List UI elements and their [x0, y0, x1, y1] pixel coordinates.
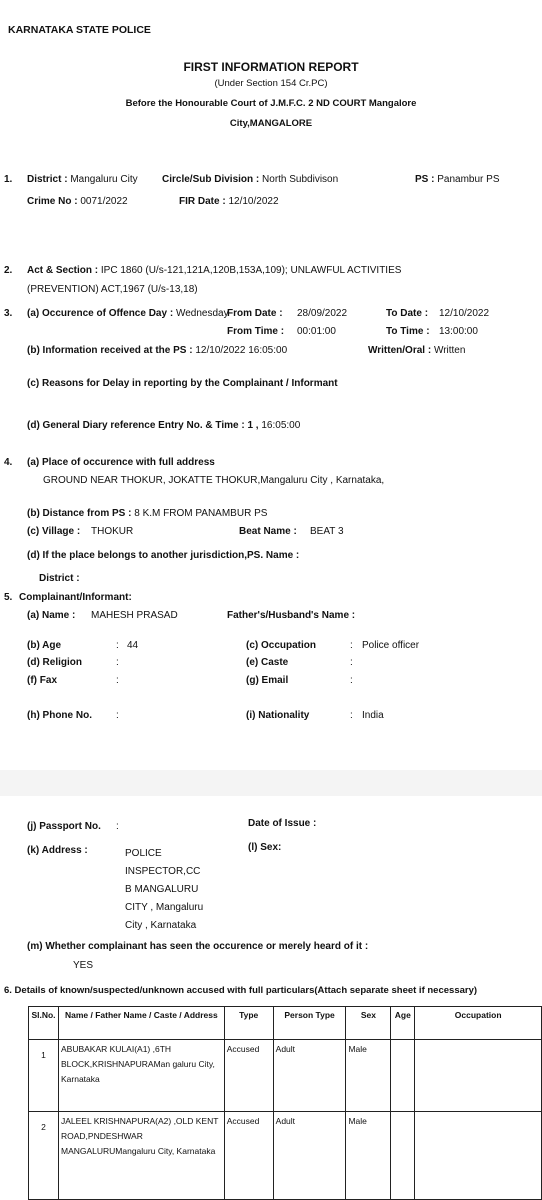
from-date-label: From Date : — [227, 308, 283, 319]
act-label: Act & Section : — [27, 265, 99, 276]
name-label: (a) Name : — [27, 610, 76, 621]
cell-sl: 2 — [29, 1112, 59, 1200]
diary-entry: 1 , — [247, 420, 259, 431]
cell-sex: Male — [346, 1112, 391, 1200]
age-label: (b) Age — [27, 640, 62, 651]
written-oral-row — [368, 345, 465, 356]
occupation-colon: : — [350, 640, 353, 651]
diary-row — [27, 420, 300, 431]
circle-row — [162, 174, 338, 185]
written-oral-label: Written/Oral : — [368, 345, 432, 356]
occurrence-row — [27, 308, 229, 319]
act-line-1: IPC 1860 (U/s-121,121A,120B,153A,109); UNLAWFUL ACTIVITIES — [100, 265, 402, 276]
cell-occupation — [415, 1040, 542, 1112]
occurrence-day: Wednesday — [175, 308, 229, 319]
cell-sl: 1 — [29, 1040, 59, 1112]
crime-row — [27, 196, 128, 207]
circle-value: North Subdivison — [262, 174, 339, 185]
cell-name: JALEEL KRISHNAPURA(A2) ,OLD KENT ROAD,PNDESHWAR MANGALURUMangaluru City, Karnataka — [58, 1112, 224, 1200]
crime-value: 0071/2022 — [80, 196, 128, 207]
col-header: Name / Father Name / Caste / Address — [58, 1007, 224, 1040]
to-date-label: To Date : — [386, 308, 429, 319]
address-line: B MANGALURU — [125, 884, 199, 895]
occupation-label: (c) Occupation — [246, 640, 317, 651]
ps-row — [415, 174, 500, 185]
diary-label: (d) General Diary reference Entry No. & Time : — [27, 420, 245, 431]
witness-label: (m) Whether complainant has seen the occurence or merely heard of it : — [27, 941, 369, 952]
circle-label: Circle/Sub Division : — [162, 174, 260, 185]
beat-value: BEAT 3 — [310, 526, 344, 537]
district-label: District : — [27, 174, 68, 185]
passport-colon: : — [116, 821, 119, 832]
phone-label: (h) Phone No. — [27, 710, 92, 721]
place-address: GROUND NEAR THOKUR, JOKATTE THOKUR,Mangaluru City , Karnataka, — [43, 475, 385, 486]
occurrence-label: (a) Occurence of Offence Day : — [27, 308, 174, 319]
table-header-row — [29, 1007, 542, 1040]
age-colon: : — [116, 640, 119, 651]
col-header: Sl.No. — [29, 1007, 59, 1040]
cell-name: ABUBAKAR KULAI(A1) ,6TH BLOCK,KRISHNAPURAMan galuru City, Karnataka — [58, 1040, 224, 1112]
report-title: FIRST INFORMATION REPORT — [183, 60, 359, 74]
col-header: Type — [224, 1007, 273, 1040]
info-received-row — [27, 345, 287, 356]
witness-value: YES — [73, 960, 94, 971]
occupation-value: Police officer — [362, 640, 420, 651]
delay-reason-label: (c) Reasons for Delay in reporting by the Complainant / Informant — [27, 378, 338, 389]
email-colon: : — [350, 675, 353, 686]
fax-colon: : — [116, 675, 119, 686]
section-3-number: 3. — [4, 308, 13, 319]
ps-value: Panambur PS — [437, 174, 500, 185]
district-jurisdiction-label: District : — [39, 573, 80, 584]
religion-colon: : — [116, 657, 119, 668]
place-label: (a) Place of occurence with full address — [27, 457, 215, 468]
district-row — [27, 174, 138, 185]
beat-label: Beat Name : — [239, 526, 297, 537]
jurisdiction-label: (d) If the place belongs to another jurisdiction,PS. Name : — [27, 550, 300, 561]
nationality-label: (i) Nationality — [246, 710, 310, 721]
fax-label: (f) Fax — [27, 675, 57, 686]
fir-label: FIR Date : — [179, 196, 226, 207]
col-header: Person Type — [273, 1007, 346, 1040]
name-value: MAHESH PRASAD — [91, 610, 178, 621]
cell-age — [391, 1040, 415, 1112]
to-date-value: 12/10/2022 — [439, 308, 490, 319]
written-oral-value: Written — [433, 345, 466, 356]
fir-row — [179, 196, 279, 207]
district-value: Mangaluru City — [70, 174, 138, 185]
col-header: Age — [391, 1007, 415, 1040]
email-label: (g) Email — [246, 675, 289, 686]
caste-colon: : — [350, 657, 353, 668]
age-value: 44 — [127, 640, 139, 651]
col-header: Sex — [346, 1007, 391, 1040]
from-date-value: 28/09/2022 — [297, 308, 348, 319]
village-value: THOKUR — [91, 526, 134, 537]
col-header: Occupation — [415, 1007, 542, 1040]
accused-table — [28, 1006, 542, 1200]
father-name-label: Father's/Husband's Name : — [227, 610, 356, 621]
section-4-number: 4. — [4, 457, 13, 468]
sex-label: (l) Sex: — [248, 842, 282, 853]
address-line: CITY , Mangaluru — [125, 902, 204, 913]
info-received-value: 12/10/2022 16:05:00 — [195, 345, 288, 356]
org-name: KARNATAKA STATE POLICE — [8, 24, 151, 36]
act-line-2: (PREVENTION) ACT,1967 (U/s-13,18) — [27, 284, 198, 295]
religion-label: (d) Religion — [27, 657, 82, 668]
to-time-label: To Time : — [386, 326, 430, 337]
diary-time: 16:05:00 — [261, 420, 301, 431]
date-of-issue-label: Date of Issue : — [248, 818, 317, 829]
complainant-address — [125, 845, 203, 935]
crime-label: Crime No : — [27, 196, 78, 207]
cell-occupation — [415, 1112, 542, 1200]
report-subtitle: (Under Section 154 Cr.PC) — [214, 78, 328, 89]
cell-sex: Male — [346, 1040, 391, 1112]
address-line: POLICE — [125, 848, 162, 859]
cell-type: Accused — [224, 1112, 273, 1200]
cell-person-type: Adult — [273, 1040, 346, 1112]
info-received-label: (b) Information received at the PS : — [27, 345, 193, 356]
distance-row — [27, 508, 267, 519]
village-label: (c) Village : — [27, 526, 81, 537]
court-line-2: City,MANGALORE — [229, 118, 313, 129]
nationality-value: India — [362, 710, 384, 721]
passport-label: (j) Passport No. — [27, 821, 101, 832]
section-5-number: 5. — [4, 592, 13, 603]
accused-section-label: 6. Details of known/suspected/unknown accused with full particulars(Attach separate sheet if necessary) — [4, 985, 478, 996]
nationality-colon: : — [350, 710, 353, 721]
cell-age — [391, 1112, 415, 1200]
to-time-value: 13:00:00 — [439, 326, 478, 337]
complainant-label: Complainant/Informant: — [19, 592, 132, 603]
distance-label: (b) Distance from PS : — [27, 508, 132, 519]
ps-label: PS : — [415, 174, 435, 185]
act-section-row — [27, 265, 401, 276]
distance-value: 8 K.M FROM PANAMBUR PS — [134, 508, 268, 519]
table-row — [29, 1040, 542, 1112]
table-row — [29, 1112, 542, 1200]
address-label: (k) Address : — [27, 845, 88, 856]
page-break — [0, 770, 542, 796]
from-time-value: 00:01:00 — [297, 326, 336, 337]
caste-label: (e) Caste — [246, 657, 289, 668]
from-time-label: From Time : — [227, 326, 285, 337]
section-2-number: 2. — [4, 265, 13, 276]
cell-type: Accused — [224, 1040, 273, 1112]
cell-person-type: Adult — [273, 1112, 346, 1200]
court-line-1: Before the Honourable Court of J.M.F.C. 2 ND COURT Mangalore — [125, 98, 417, 109]
address-line: City , Karnataka — [125, 920, 197, 931]
section-1-number: 1. — [4, 174, 13, 185]
address-line: INSPECTOR,CC — [125, 866, 201, 877]
phone-colon: : — [116, 710, 119, 721]
fir-value: 12/10/2022 — [228, 196, 279, 207]
